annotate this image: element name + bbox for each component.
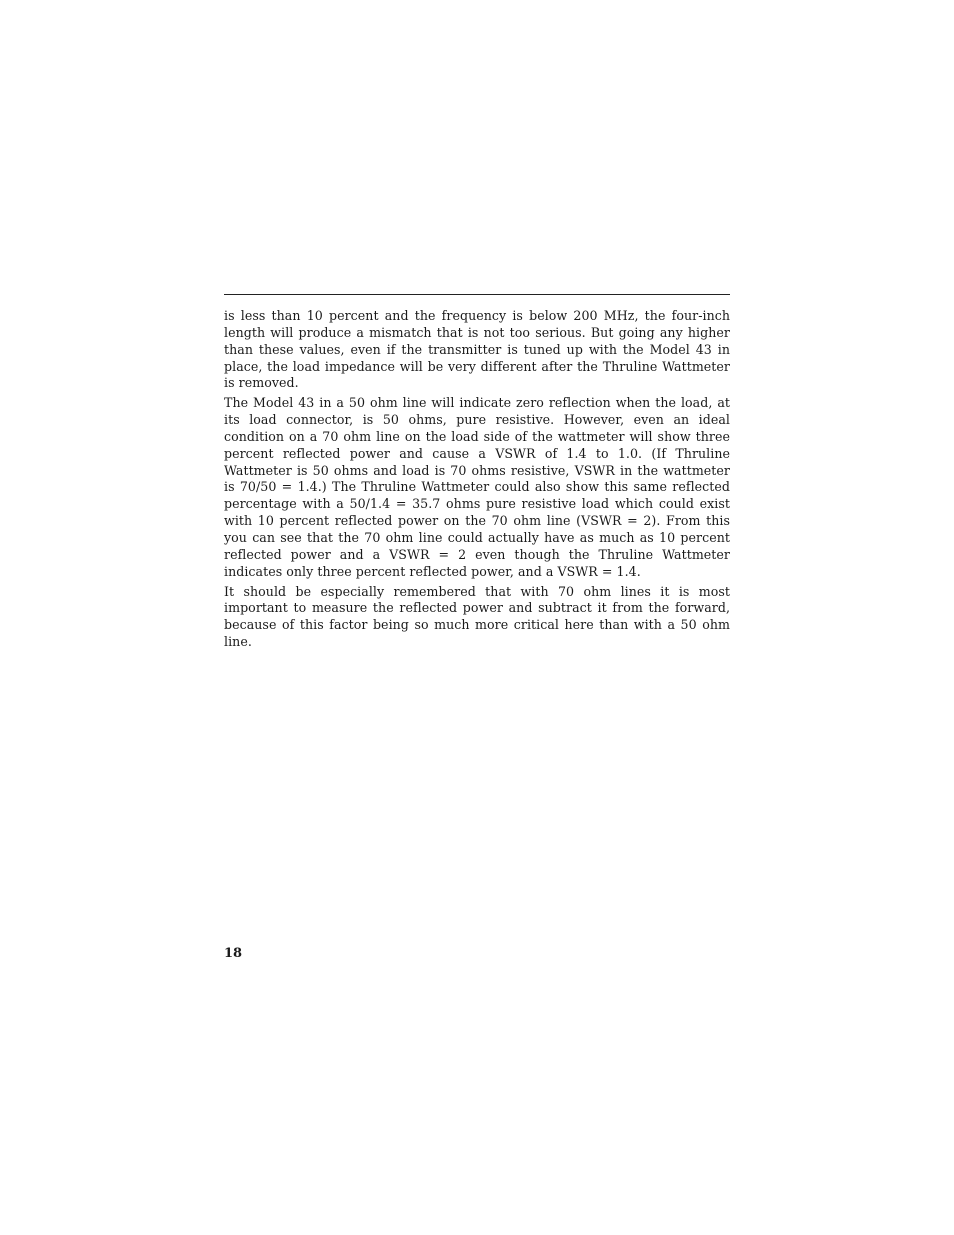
- page-number: 18: [224, 946, 243, 961]
- paragraph-2: The Model 43 in a 50 ohm line will indicate zero reflection when the load, at its load connector, is 50 ohms, pure resistive. However, even an ideal condition on a 70 ohm line on the load side of the wattmeter will show three percent reflected power and cause a VSWR of 1.4 to 1.0. (If Thruline Wattmeter is 50 ohms and load is 70 ohms resistive, VSWR in the wattmeter is 70/50 = 1.4.) The Thruline Wattmeter could also show this same reflected percentage with a 50/1.4 = 35.7 ohms pure resistive load which could exist with 10 percent reflected power on the 70 ohm line (VSWR = 2). From this you can see that the 70 ohm line could actually have as much as 10 percent reflected power and a VSWR = 2 even though the Thruline Wattmeter indicates only three percent reflected power, and a VSWR = 1.4.: [224, 395, 730, 579]
- header-rule: [224, 294, 730, 295]
- body-text: [224, 308, 730, 654]
- paragraph-1: is less than 10 percent and the frequency is below 200 MHz, the four-inch length will produce a mismatch that is not too serious. But going any higher than these values, even if the transmitter is tuned up with the Model 43 in place, the load impedance will be very different after the Thruline Wattmeter is removed.: [224, 308, 730, 391]
- paragraph-3: It should be especially remembered that with 70 ohm lines it is most important to measure the reflected power and subtract it from the forward, because of this factor being so much more critical here than with a 50 ohm line.: [224, 583, 730, 650]
